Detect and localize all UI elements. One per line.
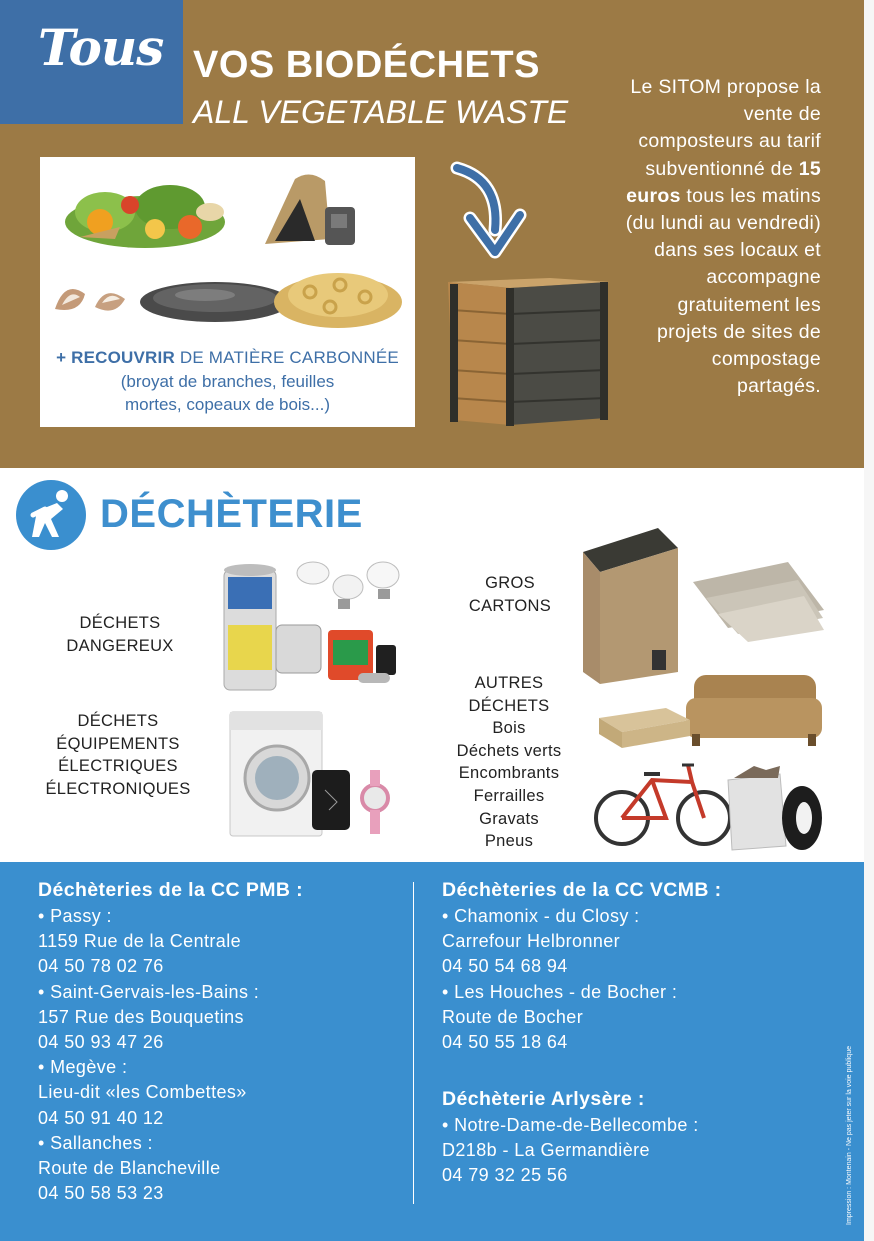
list-item: AUTRES [474,674,544,692]
address-line: 1159 Rue de la Centrale [38,931,241,952]
label-line: ÉLECTRIQUES [58,757,178,775]
address-line: 04 50 91 40 12 [38,1107,164,1128]
list-item: Pneus [484,832,534,851]
pmb-title: Déchèteries de la CC PMB : [38,879,304,901]
address-line: • Saint-Gervais-les-Bains : [38,981,260,1002]
cover-with-carbon-rest: DE MATIÈRE CARBONNÉE [174,348,399,367]
egg-shells-image [50,269,130,324]
address-line: 04 79 32 25 56 [442,1165,568,1186]
compost-materials-card [40,157,415,427]
address-line: 04 50 78 02 76 [38,956,164,977]
label-line: ÉQUIPEMENTS [56,734,180,753]
address-line: • Les Houches - de Bocher : [442,981,678,1002]
label-line: CARTONS [468,596,552,615]
list-item: DÉCHETS [468,696,550,715]
list-item: Bois [492,719,526,738]
biodechets-section [0,0,864,468]
address-line: 04 50 93 47 26 [38,1032,164,1052]
hazardous-products-image [218,545,413,695]
tous-box [0,0,183,124]
recycling-person-icon [15,479,87,551]
sitom-text-end: tous les matins (du lundi au vendredi) dans ses locaux et accompagne gratuitement les projets de sites de compostage partagés. [625,184,821,398]
list-item: Encombrants [458,764,560,783]
address-line: 04 50 55 18 64 [442,1032,568,1052]
address-line: • Passy : [38,906,112,926]
label-line: DÉCHETS [79,614,161,632]
label-line: DANGEREUX [66,636,174,655]
washing-machine-image [225,710,395,838]
wooden-composter-image [440,270,612,430]
sitom-text [625,74,821,400]
label-line: ÉLECTRONIQUES [45,779,191,798]
address-line: Lieu-dit «les Combettes» [38,1082,247,1103]
address-line: • Chamonix - du Closy : [442,906,640,926]
tous-title: Tous [38,18,164,77]
vegetable-scraps-image [60,167,230,257]
carbon-examples-line2: mortes, copeaux de bois...) [124,395,331,414]
address-line: D218b - La Germandière [442,1140,650,1161]
other-waste-list [438,672,580,853]
big-cartons-label [440,572,580,617]
address-line: Route de Blancheville [38,1158,221,1178]
vcmb-title: Déchèteries de la CC VCMB : [442,879,722,901]
electronic-waste-label [38,710,198,800]
arlysere-title: Déchèterie Arlysère : [442,1088,645,1110]
cardboard-box-image [578,522,828,687]
paper-bag-image [255,169,365,254]
biodechets-subtitle: ALL VEGETABLE WASTE [193,94,569,130]
address-line: 04 50 54 68 94 [442,956,568,977]
decheterie-title: DÉCHÈTERIE [100,492,363,536]
cover-with-carbon-text [40,348,415,368]
address-line: 157 Rue des Bouquetins [38,1006,244,1027]
dangerous-waste-label [50,612,190,657]
label-line: GROS [485,574,535,592]
biodechets-title: VOS BIODÉCHETS [193,44,540,86]
address-line: 04 50 58 53 23 [38,1183,164,1204]
column-divider [413,882,414,1204]
address-line: • Sallanches : [38,1132,153,1153]
page-margin [864,0,874,1241]
sitom-text-start: Le SITOM propose la vente de composteurs au tarif subventionné de [630,76,821,180]
address-line: Carrefour Helbronner [442,931,621,952]
print-credits: Impression : Montenain - Ne pas jeter sur la voie publique [846,1046,853,1225]
address-line: Route de Bocher [442,1006,584,1027]
bulky-items-image [594,670,826,852]
pasta-image [270,257,405,332]
list-item: Ferrailles [473,786,545,805]
sitom-price: 15 euros [626,157,821,207]
curved-arrow-icon [445,160,535,260]
address-line: • Megève : [38,1057,128,1078]
address-line: • Notre-Dame-de-Bellecombe : [442,1115,699,1135]
list-item: Déchets verts [456,741,562,760]
label-line: DÉCHETS [77,712,159,730]
list-item: Gravats [479,809,539,828]
cover-with-carbon-bold: + RECOUVRIR [56,348,175,367]
carbon-examples-line1: (broyat de branches, feuilles [120,372,335,391]
